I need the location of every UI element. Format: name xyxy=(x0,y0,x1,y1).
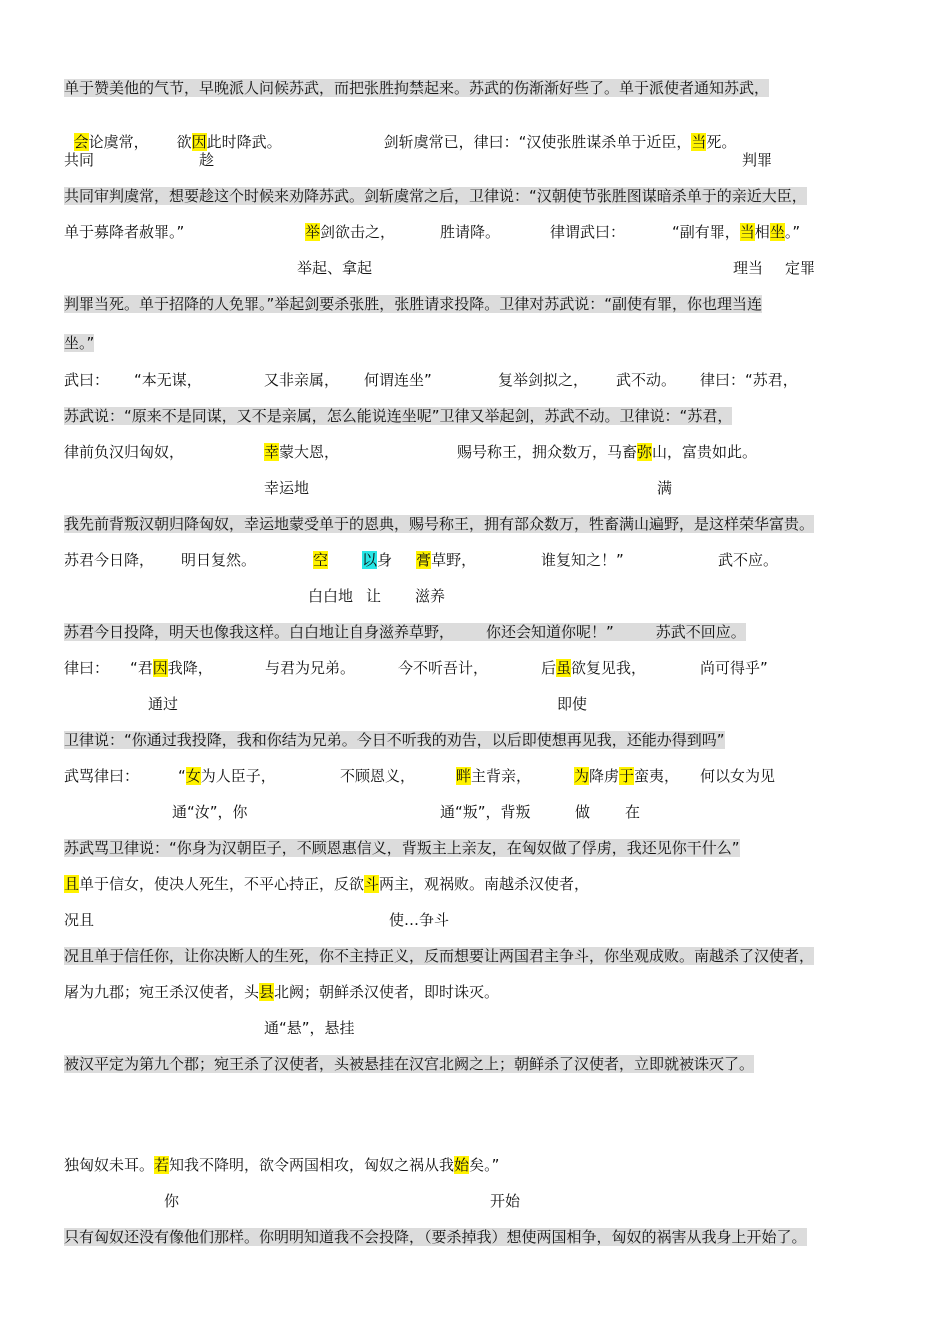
text-span: 屠为九郡；宛王杀汉使者，头 xyxy=(64,983,260,1001)
highlighted-word: 且 xyxy=(64,875,80,893)
gloss: 通“悬”，悬挂 xyxy=(264,1019,355,1037)
highlighted-word: 县 xyxy=(259,983,275,1001)
original-text-line: 武曰： xyxy=(64,371,110,389)
highlighted-word: 会 xyxy=(73,133,89,151)
text-span: 赐号称王，拥众数万，马畜 xyxy=(457,443,638,461)
text-span: “ xyxy=(178,767,186,785)
highlighted-word: 始 xyxy=(454,1156,470,1174)
highlighted-word: 当 xyxy=(739,223,755,241)
gloss: 满 xyxy=(657,479,673,497)
highlighted-word: 于 xyxy=(619,767,635,785)
translation-line: 被汉平定为第九个郡；宛王杀了汉使者，头被悬挂在汉宫北阙之上；朝鲜杀了汉使者，立即就被诛灭了。 xyxy=(64,1055,755,1073)
gloss: 滋养 xyxy=(415,587,446,605)
original-text-line: 明日复然。 xyxy=(181,551,257,569)
gloss: 趁 xyxy=(199,151,215,169)
original-text-line: 律曰： xyxy=(64,659,110,677)
original-text-line xyxy=(305,223,395,241)
original-text-line: 律谓武曰： xyxy=(550,223,626,241)
original-text-line xyxy=(264,443,339,461)
gloss: 通“汝”，你 xyxy=(172,803,248,821)
text-span: 草野， xyxy=(431,551,477,569)
gloss: 使…争斗 xyxy=(389,911,450,929)
text-span: 知我不降明，欲令两国相攻，匈奴之祸从我 xyxy=(169,1156,455,1174)
text-span: 单于信女，使决人死生，不平心持正，反欲 xyxy=(79,875,365,893)
translation-line: 坐。” xyxy=(64,334,95,352)
text-span: 北阙；朝鲜杀汉使者，即时诛灭。 xyxy=(274,983,500,1001)
original-text-line xyxy=(457,443,757,461)
highlighted-word: 坐 xyxy=(769,223,785,241)
original-text-line: 复举剑拟之， xyxy=(498,371,589,389)
original-text-line xyxy=(64,875,589,893)
gloss: 况且 xyxy=(64,911,95,929)
highlighted-word: 当 xyxy=(691,133,707,151)
translation-line: 共同审判虞常，想要趁这个时候来劝降苏武。剑斩虞常之后，卫律说：“汉朝使节张胜图谋暗杀单于的亲近大臣， xyxy=(64,187,807,205)
highlighted-word: 虽 xyxy=(556,659,572,677)
gloss: 通“叛”，背叛 xyxy=(440,803,531,821)
highlighted-word: 幸 xyxy=(264,443,280,461)
text-span: 独匈奴未耳。 xyxy=(64,1156,155,1174)
text-span: 后 xyxy=(541,659,557,677)
original-text-line: 律曰：“苏君， xyxy=(700,371,798,389)
original-text-line xyxy=(456,767,531,785)
translation-line: 只有匈奴还没有像他们那样。你明明知道我不会投降，（要杀掉我）想使两国相争，匈奴的祸害从我身上开始了。 xyxy=(64,1228,807,1246)
gloss: 让 xyxy=(366,587,382,605)
original-text-line: 苏君今日降， xyxy=(64,551,155,569)
original-text-line: “本无谋， xyxy=(134,371,202,389)
text-span: 两主，观祸败。南越杀汉使者， xyxy=(379,875,590,893)
highlighted-word: 以 xyxy=(362,551,378,569)
gloss: 开始 xyxy=(490,1192,521,1210)
translation-line: 卫律说：“你通过我投降，我和你结为兄弟。今日不听我的劝告，以后即使想再见我，还能办得到吗” xyxy=(64,731,725,749)
gloss: 定罪 xyxy=(785,259,816,277)
text-span: 矣。” xyxy=(469,1156,500,1174)
text-span: 剑欲击之， xyxy=(320,223,396,241)
original-text-line: 武不应。 xyxy=(718,551,779,569)
original-text-line: 武不动。 xyxy=(616,371,677,389)
highlighted-word: 若 xyxy=(154,1156,170,1174)
text-span: 死。 xyxy=(706,133,737,151)
text-span: 剑斩虞常已，律曰：“汉使张胜谋杀单于近臣， xyxy=(383,133,692,151)
original-text-line xyxy=(672,223,800,241)
gloss: 共同 xyxy=(64,151,95,169)
translation-line: 我先前背叛汉朝归降匈奴，幸运地蒙受单于的恩典，赐号称王，拥有部众数万，牲畜满山遍野，是这样荣华富贵。 xyxy=(64,515,815,533)
original-text-line: 今不听吾计， xyxy=(398,659,489,677)
text-span: 苏武不回应。 xyxy=(655,623,746,641)
text-span: 欲 xyxy=(176,133,192,151)
original-text-line: 何以女为见 xyxy=(700,767,776,785)
text-span: “副有罪， xyxy=(672,223,740,241)
text-span: 欲复见我， xyxy=(571,659,647,677)
text-span: 蒙大恩， xyxy=(279,443,340,461)
original-text-line: 胜请降。 xyxy=(440,223,501,241)
highlighted-word: 因 xyxy=(191,133,207,151)
original-text-line xyxy=(178,767,276,785)
original-text-line: 不顾恩义， xyxy=(340,767,416,785)
text-span: 为人臣子， xyxy=(200,767,276,785)
gloss: 做 xyxy=(575,803,591,821)
original-text-line: 武骂律曰： xyxy=(64,767,140,785)
text-span: 苏君今日投降，明天也像我这样。白白地让自身滋养草野， xyxy=(64,623,455,641)
highlighted-word: 举 xyxy=(305,223,321,241)
original-text-line xyxy=(64,1156,499,1174)
gloss: 在 xyxy=(625,803,641,821)
text-span: 相 xyxy=(754,223,770,241)
text-span: 主背亲， xyxy=(471,767,532,785)
text-span: 蛮夷， xyxy=(634,767,680,785)
original-text-line xyxy=(64,115,737,151)
highlighted-word: 斗 xyxy=(364,875,380,893)
translation-line: 判罪当死。单于招降的人免罪。”举起剑要杀张胜，张胜请求投降。卫律对苏武说：“副使有罪，你也理当连 xyxy=(64,295,763,313)
highlighted-word: 空 xyxy=(313,551,329,569)
text-span: 我降， xyxy=(167,659,213,677)
original-text-line: 与君为兄弟。 xyxy=(265,659,356,677)
gloss: 判罪 xyxy=(742,151,773,169)
original-text-line: 何谓连坐” xyxy=(364,371,432,389)
text-span: 山，富贵如此。 xyxy=(652,443,758,461)
original-text-line xyxy=(64,983,499,1001)
original-text-line xyxy=(130,659,213,677)
gloss: 白白地 xyxy=(308,587,354,605)
translation-line: 苏武骂卫律说：“你身为汉朝臣子，不顾恩惠信义，背叛主上亲友，在匈奴做了俘虏，我还见你干什么” xyxy=(64,839,740,857)
original-text-line: 又非亲属， xyxy=(264,371,340,389)
translation-line: 苏武说：“原来不是同谋，又不是亲属，怎么能说连坐呢”卫律又举起剑，苏武不动。卫律说：“苏君， xyxy=(64,407,733,425)
original-text-line xyxy=(541,659,646,677)
gloss: 幸运地 xyxy=(264,479,310,497)
original-text-line xyxy=(313,551,476,569)
text-span: 此时降武。 xyxy=(206,133,282,151)
highlighted-word: 女 xyxy=(185,767,201,785)
text-span: 。” xyxy=(784,223,801,241)
translation-line xyxy=(64,623,746,641)
text-span: 身 xyxy=(377,551,393,569)
gloss: 即使 xyxy=(557,695,588,713)
translation-line: 况且单于信任你，让你决断人的生死，你不主持正义，反而想要让两国君主争斗，你坐观成败。南越杀了汉使者， xyxy=(64,947,815,965)
highlighted-word: 畔 xyxy=(456,767,472,785)
text-span: 论虞常， xyxy=(88,133,149,151)
translation-line: 单于赞美他的气节，早晚派人问候苏武，而把张胜拘禁起来。苏武的伤渐渐好些了。单于派使者通知苏武， xyxy=(64,79,770,97)
original-text-line: 律前负汉归匈奴， xyxy=(64,443,185,461)
original-text-line xyxy=(574,767,679,785)
gloss: 举起、拿起 xyxy=(297,259,373,277)
text-span: 你还会知道你呢！” xyxy=(486,623,614,641)
highlighted-word: 为 xyxy=(574,767,590,785)
highlighted-word: 因 xyxy=(152,659,168,677)
gloss: 通过 xyxy=(148,695,179,713)
gloss: 理当 xyxy=(733,259,764,277)
original-text-line: 谁复知之！” xyxy=(541,551,624,569)
highlighted-word: 膏 xyxy=(416,551,432,569)
text-span: “君 xyxy=(130,659,153,677)
gloss: 你 xyxy=(164,1192,180,1210)
highlighted-word: 弥 xyxy=(637,443,653,461)
text-span: 降虏 xyxy=(589,767,620,785)
original-text-line: 尚可得乎” xyxy=(700,659,768,677)
original-text-line: 单于募降者赦罪。” xyxy=(64,223,185,241)
